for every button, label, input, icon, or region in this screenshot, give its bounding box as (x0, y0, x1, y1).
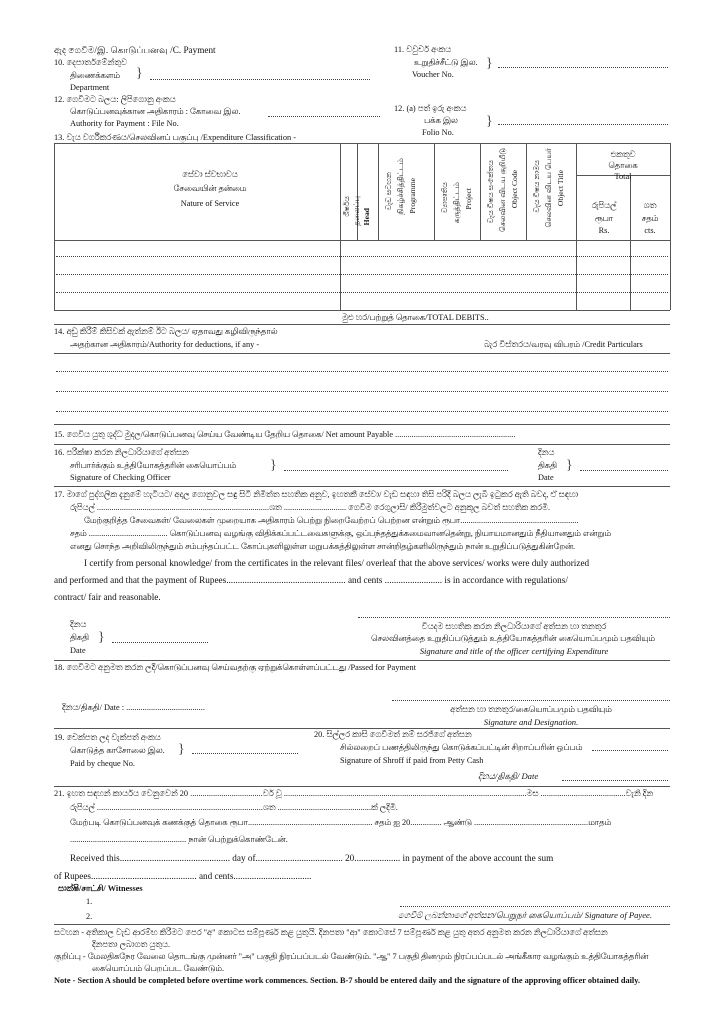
section-divider (54, 660, 670, 661)
brace: } (486, 56, 493, 71)
checking-date-si: දිනය (538, 448, 555, 457)
project-en: Project (464, 188, 473, 210)
folio-label-en: Folio No. (422, 128, 454, 137)
payee-signature-field[interactable] (400, 906, 670, 907)
note-ta: குறிப்பு - மேலதிகநேர வேலை தொடங்கு முன்னர் "அ" பகுதி நிரப்பப்படல் வேண்டும். "ஆ" 7 பகுதி தினமும் நிரப்பப்படல் அங்கீகார வழங்கும் உத்தியோகத்தரின் (54, 952, 649, 961)
cents-si: ශත (643, 201, 657, 210)
passed-sig-si-ta: අත්සන හා තනතුර/கையொப்பமும் பதவியும் (450, 705, 612, 714)
deductions-label-si: 14. අඩු කිරීම් කිසිවක් ඇත්නම් ඊට බලය/ ஏதாவது கழிவிருந்தால் (54, 327, 278, 336)
cheque-en: Paid by cheque No. (70, 759, 135, 768)
col-divider (378, 143, 379, 240)
deductions-top-line (54, 353, 670, 354)
certify-line4: சதம் ...................................... கொடுப்பனவு வழங்கு விதிக்கப்பட்டவைகளுக்கு, ஒப்பந்தத்துக்கமைவானதென்று, நியாயமானதும் நீதியானதும் என்றும் (70, 529, 612, 538)
col-divider (526, 143, 527, 240)
checking-date-en: Date (538, 473, 554, 482)
deduction-row[interactable] (56, 391, 668, 392)
col-divider (630, 175, 631, 310)
witness-2: 2. (86, 912, 93, 921)
shroff-date-field[interactable] (562, 780, 668, 781)
brace: } (486, 114, 493, 129)
section-divider (54, 444, 670, 445)
checking-signature-field[interactable] (284, 470, 508, 471)
note-ta-cont: கையொப்பம் பெறப்பட வேண்டும். (92, 964, 225, 973)
total-en: Total (614, 172, 632, 181)
passed-title: 18. ගෙවීමට අනුමත කරන ලදී/கொடுப்பனவு செய்வதற்கு ஏற்றுக்கொள்ளப்பட்டது /Passed for Payment (54, 663, 416, 672)
rupees-si: රුපියල් (591, 201, 617, 210)
brace: } (98, 630, 105, 645)
folio-field[interactable] (498, 124, 668, 125)
voucher-field[interactable] (498, 67, 668, 68)
checking-date-field[interactable] (580, 470, 668, 471)
cents-ta: சதம் (641, 214, 659, 223)
object-title-en: Object Title (556, 170, 565, 207)
deductions-bottom-line (54, 424, 670, 425)
brace: } (566, 458, 573, 473)
checking-officer-en: Signature of Checking Officer (70, 473, 171, 482)
witness-1: 1. (86, 897, 93, 906)
head-en: Head (362, 208, 371, 226)
department-label-en: Department (70, 83, 110, 92)
authority-label-si: 12. ගෙවීමට බලය: ලිපිගොනු අංකය (54, 95, 176, 104)
service-si: සේවා ස්වභාවය (182, 170, 238, 179)
object-code-ta: செலவின விடய குறியீடு (498, 148, 507, 232)
classification-label: 13. වැය වර්ගීකරණය/செலவினப் பகுப்பு /Expenditure Classification - (54, 133, 296, 142)
authority-label-ta: கொடுப்பனவுக்கான அதிகாரம் : கோவை இல. (70, 107, 241, 116)
cheque-no-field[interactable] (192, 753, 298, 754)
certify-line5: எனது சொந்த அறிவிலிருந்தும் சம்பந்தப்பட்ட கோப்புகளிலுள்ள மறுபக்கத்திலுள்ள சான்றிதழ்களிலிருந்தும் நான் உறுதிப்படுத்துகின்றேன். (70, 542, 576, 551)
project-si: ව්‍යාපෘතිය (440, 182, 449, 213)
section-divider (54, 786, 670, 787)
shroff-si: 20. සිල්ලර කාසි ගෙවීමත් නම් සරජ්ගේ අත්සන (314, 730, 472, 739)
table-row[interactable] (56, 274, 668, 275)
head-ta: தலைப்பு (352, 196, 361, 226)
net-amount-payable[interactable]: 15. ගෙවිය යුතු ශුද්ධ මුදල/கொடுப்பனவு செய்ய வேண்டிய தேறிய தொகை/ Net amount Payable .......................................................... (54, 430, 516, 439)
object-code-si: වැය විෂය සංකේතය (486, 160, 495, 224)
credit-particulars: බැර විස්තරය/வரவு விபரம் /Credit Particulars (484, 340, 643, 349)
certify-date-si: දිනය (70, 620, 87, 629)
table-row[interactable] (56, 292, 668, 293)
receipt-line1: 21. ඉහත සඳහන් කාර්යය වෙනුවෙන් 20 ...................................වර් වූ .....................................................................................................................මස .........................................වැනි දින (54, 789, 654, 798)
receipt-line3: மேற்படி கொடுப்பனவுக் கணக்குத் தொகை ரூபா............................................................ சதம் ஐ 20............... ஆண்டு .......................................................மாதம் (70, 818, 612, 827)
object-code-en: Object Code (510, 170, 519, 209)
checking-officer-si: 16. පරීක්ෂා කරන නිලධාරියාගේ අත්සන (54, 448, 189, 457)
certify-sig-en: Signature and title of the officer certifying Expenditure (419, 646, 609, 656)
object-title-ta: செலவின விடய பெயர் (544, 148, 553, 228)
col-divider (480, 143, 481, 240)
certify-line2: රුපියල් ...................................................................................ශත .............................. ගෙවීම රෙගුලාසි/ කිරීමුත්වලට අනුකූල බවත් සහතික කරමි. (70, 503, 551, 512)
authority-label-en: Authority for Payment : File No. (70, 119, 179, 128)
shroff-en: Signature of Shroff if paid from Petty Cash (340, 756, 484, 765)
witnesses-label: සාක්ෂි/சாட்சி/ Witnesses (58, 884, 143, 893)
certify-date-en: Date (70, 646, 86, 655)
table-bottom-line (54, 310, 670, 311)
object-title-si: වැය විෂය නාමය (532, 160, 541, 213)
payment-title: ඇද ගෙවීම/இ. கொடுப்பனவு /C. Payment (54, 45, 216, 55)
brace: } (178, 742, 185, 757)
certify-date-ta: திகதி (70, 633, 89, 642)
total-si: එකතුව (610, 150, 636, 159)
note-en: Note - Section A should be completed before overtime work commences. Section. B-7 should be entered daily and the signature of the approving officer obtained daily. (54, 976, 640, 985)
department-label-ta: திணைக்களம் (70, 71, 120, 80)
receipt-line4: ........................................................ நான் பெற்றுக்கொண்டேன். (70, 835, 288, 844)
deduction-row[interactable] (56, 411, 668, 412)
col-divider (340, 143, 341, 310)
programme-ta: நிகழ்ச்சித்திட்டம் (396, 158, 405, 215)
service-ta: சேவையின் தன்மை (173, 184, 247, 193)
certify-en2: and performed and that the payment of Rupees.................................................... and cents ......................... is in accordance with regulations/ (54, 575, 568, 585)
certify-en3: contract/ fair and reasonable. (54, 592, 161, 602)
note-si: සටහන - අතිකාල වැඩ ආරම්භ කිරීමට පෙර "අ" කොටස සම්පූර්ණ කළ යුතුයි. දිනපතා "ආ" කොටසේ 7 සම්පූර්ණ කළ යුතු අතර අනුමත කරන නිලධාරියාගේ අත්සන (54, 928, 608, 937)
total-debits: මුළු හර/பற்றுத் தொகை/TOTAL DEBITS.. (342, 313, 489, 322)
department-label-si: 10. දෙපාර්තමේන්තුව (54, 58, 127, 67)
table-header-bottom (54, 240, 670, 241)
service-en: Nature of Service (180, 199, 240, 208)
passed-signature-field[interactable] (392, 700, 670, 701)
table-top-line (54, 143, 670, 144)
checking-officer-ta: சரிபார்க்கும் உத்தியோகத்தரின் கையொப்பம் (70, 461, 237, 470)
section-divider (54, 486, 670, 487)
passed-sig-en: Signature and Designation. (483, 717, 579, 727)
section-divider (54, 924, 670, 925)
cents-en: cts. (644, 226, 656, 235)
file-no-field[interactable] (268, 116, 380, 117)
deductions-label-en: அதற்கான அதிகாரம்/Authority for deductions, if any - (70, 340, 260, 349)
brace: } (270, 458, 277, 473)
certify-date-field[interactable] (112, 642, 208, 643)
receipt-en2: of Rupees.............................................. and cents.................................. (54, 871, 312, 881)
department-field[interactable] (150, 79, 370, 80)
payee-signature: ගෙවීම් ලබන්නාගේ අත්සන/பெறுநர் கையொப்பம்/ Signature of Payee. (398, 910, 653, 920)
receipt-line2: රුපියල් ................................................................................ශත .............................................ක් ලදිමි. (70, 803, 398, 812)
total-ta: தொகை (608, 161, 638, 170)
certifying-signature-field[interactable] (358, 617, 670, 618)
shroff-ta: சில்லறைப் பணத்திலிருந்து கொடுக்கப்பட்டின் சிறாப்பரின் ஒப்பம் (340, 743, 583, 752)
col-divider (434, 143, 435, 240)
table-left-border (54, 143, 55, 310)
section-divider (54, 728, 670, 729)
cheque-si: 19. චෙක්පත ලද වැක්පත් අංකය (54, 733, 161, 742)
shroff-signature-field[interactable] (592, 750, 668, 751)
head-si: ශීර්ෂය (342, 196, 351, 217)
certify-line3: மேற்குறித்த சேவைகள்/ வேலைகள் முறையாக அதிகாரம் பெற்று நிறைவேற்றப் பெற்றன என்றும் ரூபா......................................................... (84, 516, 579, 525)
cheque-ta: கொடுத்த காசோலை இல. (70, 746, 165, 755)
rupees-en: Rs. (598, 226, 610, 235)
programme-si: වැඩ සටහන (384, 172, 393, 211)
note-si-cont: දිනපතා ලබාගත යුතුය. (92, 940, 171, 949)
programme-en: Programme (408, 178, 417, 214)
voucher-label-si: 11. වවුචර් අංකය (394, 45, 452, 54)
rupees-ta: ரூபா (594, 214, 614, 223)
shroff-date: දිනය/திகதி/ Date (478, 771, 539, 781)
voucher-label-en: Voucher No. (412, 70, 454, 79)
receipt-en1: Received this................................................ day of...................................... 20.................... in payment of the above account the sum (70, 853, 554, 863)
certify-line1: 17. මාගේ පුද්ගලික දැනුමේ හැටියට/ අදාල ගොනුවල සඳු සිටි නිමිත්ත සහතික අනුව, ඉහතකී සේවා/ වැඩ සඳහා තිසි පරිදි බලය ලැබී ඉටුකර ඇති බවද, ඒ සඳහා (54, 490, 579, 499)
project-ta: கருத்திட்டம் (452, 182, 461, 224)
deduction-row[interactable] (56, 371, 668, 372)
checking-date-ta: திகதி (538, 461, 557, 470)
total-debits-line (54, 324, 670, 325)
voucher-label-ta: உறுதிச்சீட்டு இல. (414, 58, 478, 67)
certify-sig-ta: செலவினத்தை உறுதிப்படுத்தும் உத்தியோகத்தரின் கையொப்பமும் பதவியும் (371, 634, 655, 643)
certify-en1: I certify from personal knowledge/ from the certificates in the relevant files/ overleaf that the above services/ works were duly authorized (84, 558, 590, 568)
table-row[interactable] (56, 256, 668, 257)
folio-label-si: 12. (a) පත් ඉරු අංකය (394, 104, 467, 113)
folio-label-ta: பக்க இல (424, 116, 458, 125)
table-right-border (670, 143, 671, 310)
passed-date[interactable]: දිනය/திகதி/ Date : ...................................... (62, 703, 205, 712)
certify-sig-si: වියදම සහතික කරන නිලධාරියාගේ අත්සන හා තනතුර (421, 622, 607, 631)
brace: } (136, 66, 143, 81)
